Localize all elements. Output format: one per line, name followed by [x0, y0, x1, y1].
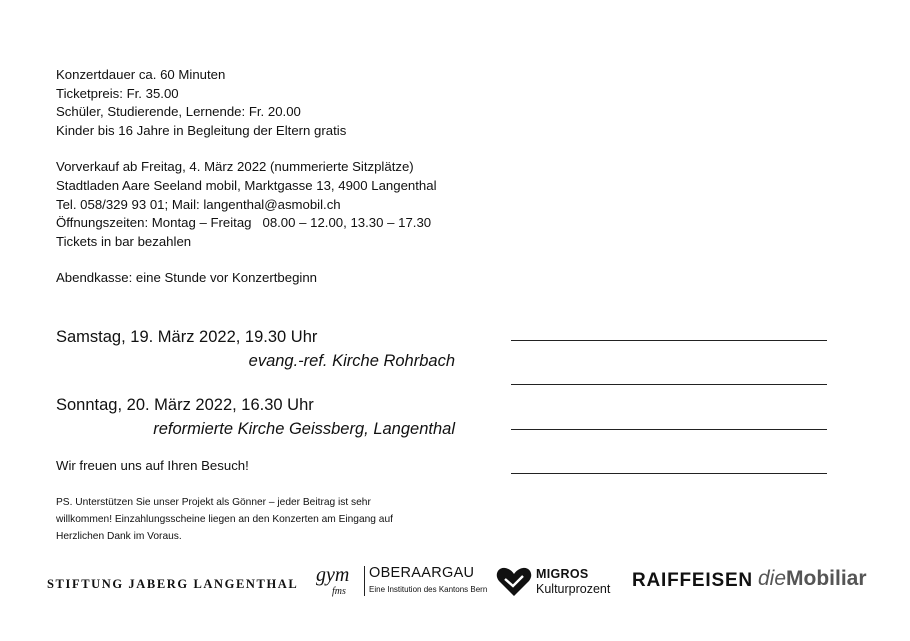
cash-payment-text: Tickets in bar bezahlen [56, 233, 192, 249]
opening-hours-text: Öffnungszeiten: Montag – Freitag 08.00 – 12.00, 13.30 – 17.30 [56, 215, 432, 231]
gym-word: gym [316, 564, 350, 586]
die-mobiliar-logo [758, 567, 867, 591]
migros-word: MIGROS [536, 567, 589, 581]
presale-start-text: Vorverkauf ab Freitag, 4. März 2022 (nummerierte Sitzplätze) [56, 159, 414, 175]
fms-word: fms [332, 586, 346, 597]
heart-icon [496, 567, 532, 597]
concert-venue-1: evang.-ref. Kirche Rohrbach [248, 352, 455, 370]
ps-line-2: willkommen! Einzahlungsscheine liegen an den Konzerten am Eingang auf [56, 514, 393, 525]
ps-line-1: PS. Unterstützen Sie unser Projekt als Gönner – jeder Beitrag ist sehr [56, 497, 371, 508]
kulturprozent-word: Kulturprozent [536, 582, 611, 596]
concert-date-1: Samstag, 19. März 2022, 19.30 Uhr [56, 328, 318, 346]
address-line-1 [511, 340, 827, 341]
thanks-text: Wir freuen uns auf Ihren Besuch! [56, 458, 249, 473]
address-line-4 [511, 473, 827, 474]
stiftung-jaberg-logo: STIFTUNG JABERG LANGENTHAL [47, 577, 299, 591]
gym-tagline: Eine Institution des Kantons Bern [369, 585, 488, 594]
die-word: die [758, 567, 787, 590]
duration-text: Konzertdauer ca. 60 Minuten [56, 67, 226, 82]
reduced-price-text: Schüler, Studierende, Lernende: Fr. 20.00 [56, 104, 301, 120]
oberaargau-word: OBERAARGAU [369, 565, 475, 581]
presale-address-text: Stadtladen Aare Seeland mobil, Marktgasse 13, 4900 Langenthal [56, 177, 437, 193]
address-line-3 [511, 429, 827, 430]
address-line-2 [511, 384, 827, 385]
mobiliar-word: Mobiliar [786, 567, 867, 590]
pricing-block [56, 66, 516, 140]
ticket-price-text: Ticketpreis: Fr. 35.00 [56, 85, 179, 101]
ps-note [56, 494, 456, 545]
gym-divider [364, 566, 365, 596]
ps-line-3: Herzlichen Dank im Voraus. [56, 531, 182, 542]
box-office-block [56, 269, 516, 288]
migros-kulturprozent-logo [496, 564, 621, 600]
concert-info [56, 66, 516, 306]
concert-venue-2: reformierte Kirche Geissberg, Langenthal [153, 420, 455, 438]
sponsor-logos [0, 556, 910, 606]
presale-block [56, 158, 516, 251]
children-free-text: Kinder bis 16 Jahre in Begleitung der Eltern gratis [56, 122, 347, 138]
concert-date-2: Sonntag, 20. März 2022, 16.30 Uhr [56, 396, 314, 414]
box-office-text: Abendkasse: eine Stunde vor Konzertbeginn [56, 270, 318, 286]
presale-contact-text: Tel. 058/329 93 01; Mail: langenthal@asmobil.ch [56, 196, 341, 212]
raiffeisen-logo: RAIFFEISEN [632, 570, 753, 591]
gym-oberaargau-logo [316, 564, 488, 598]
